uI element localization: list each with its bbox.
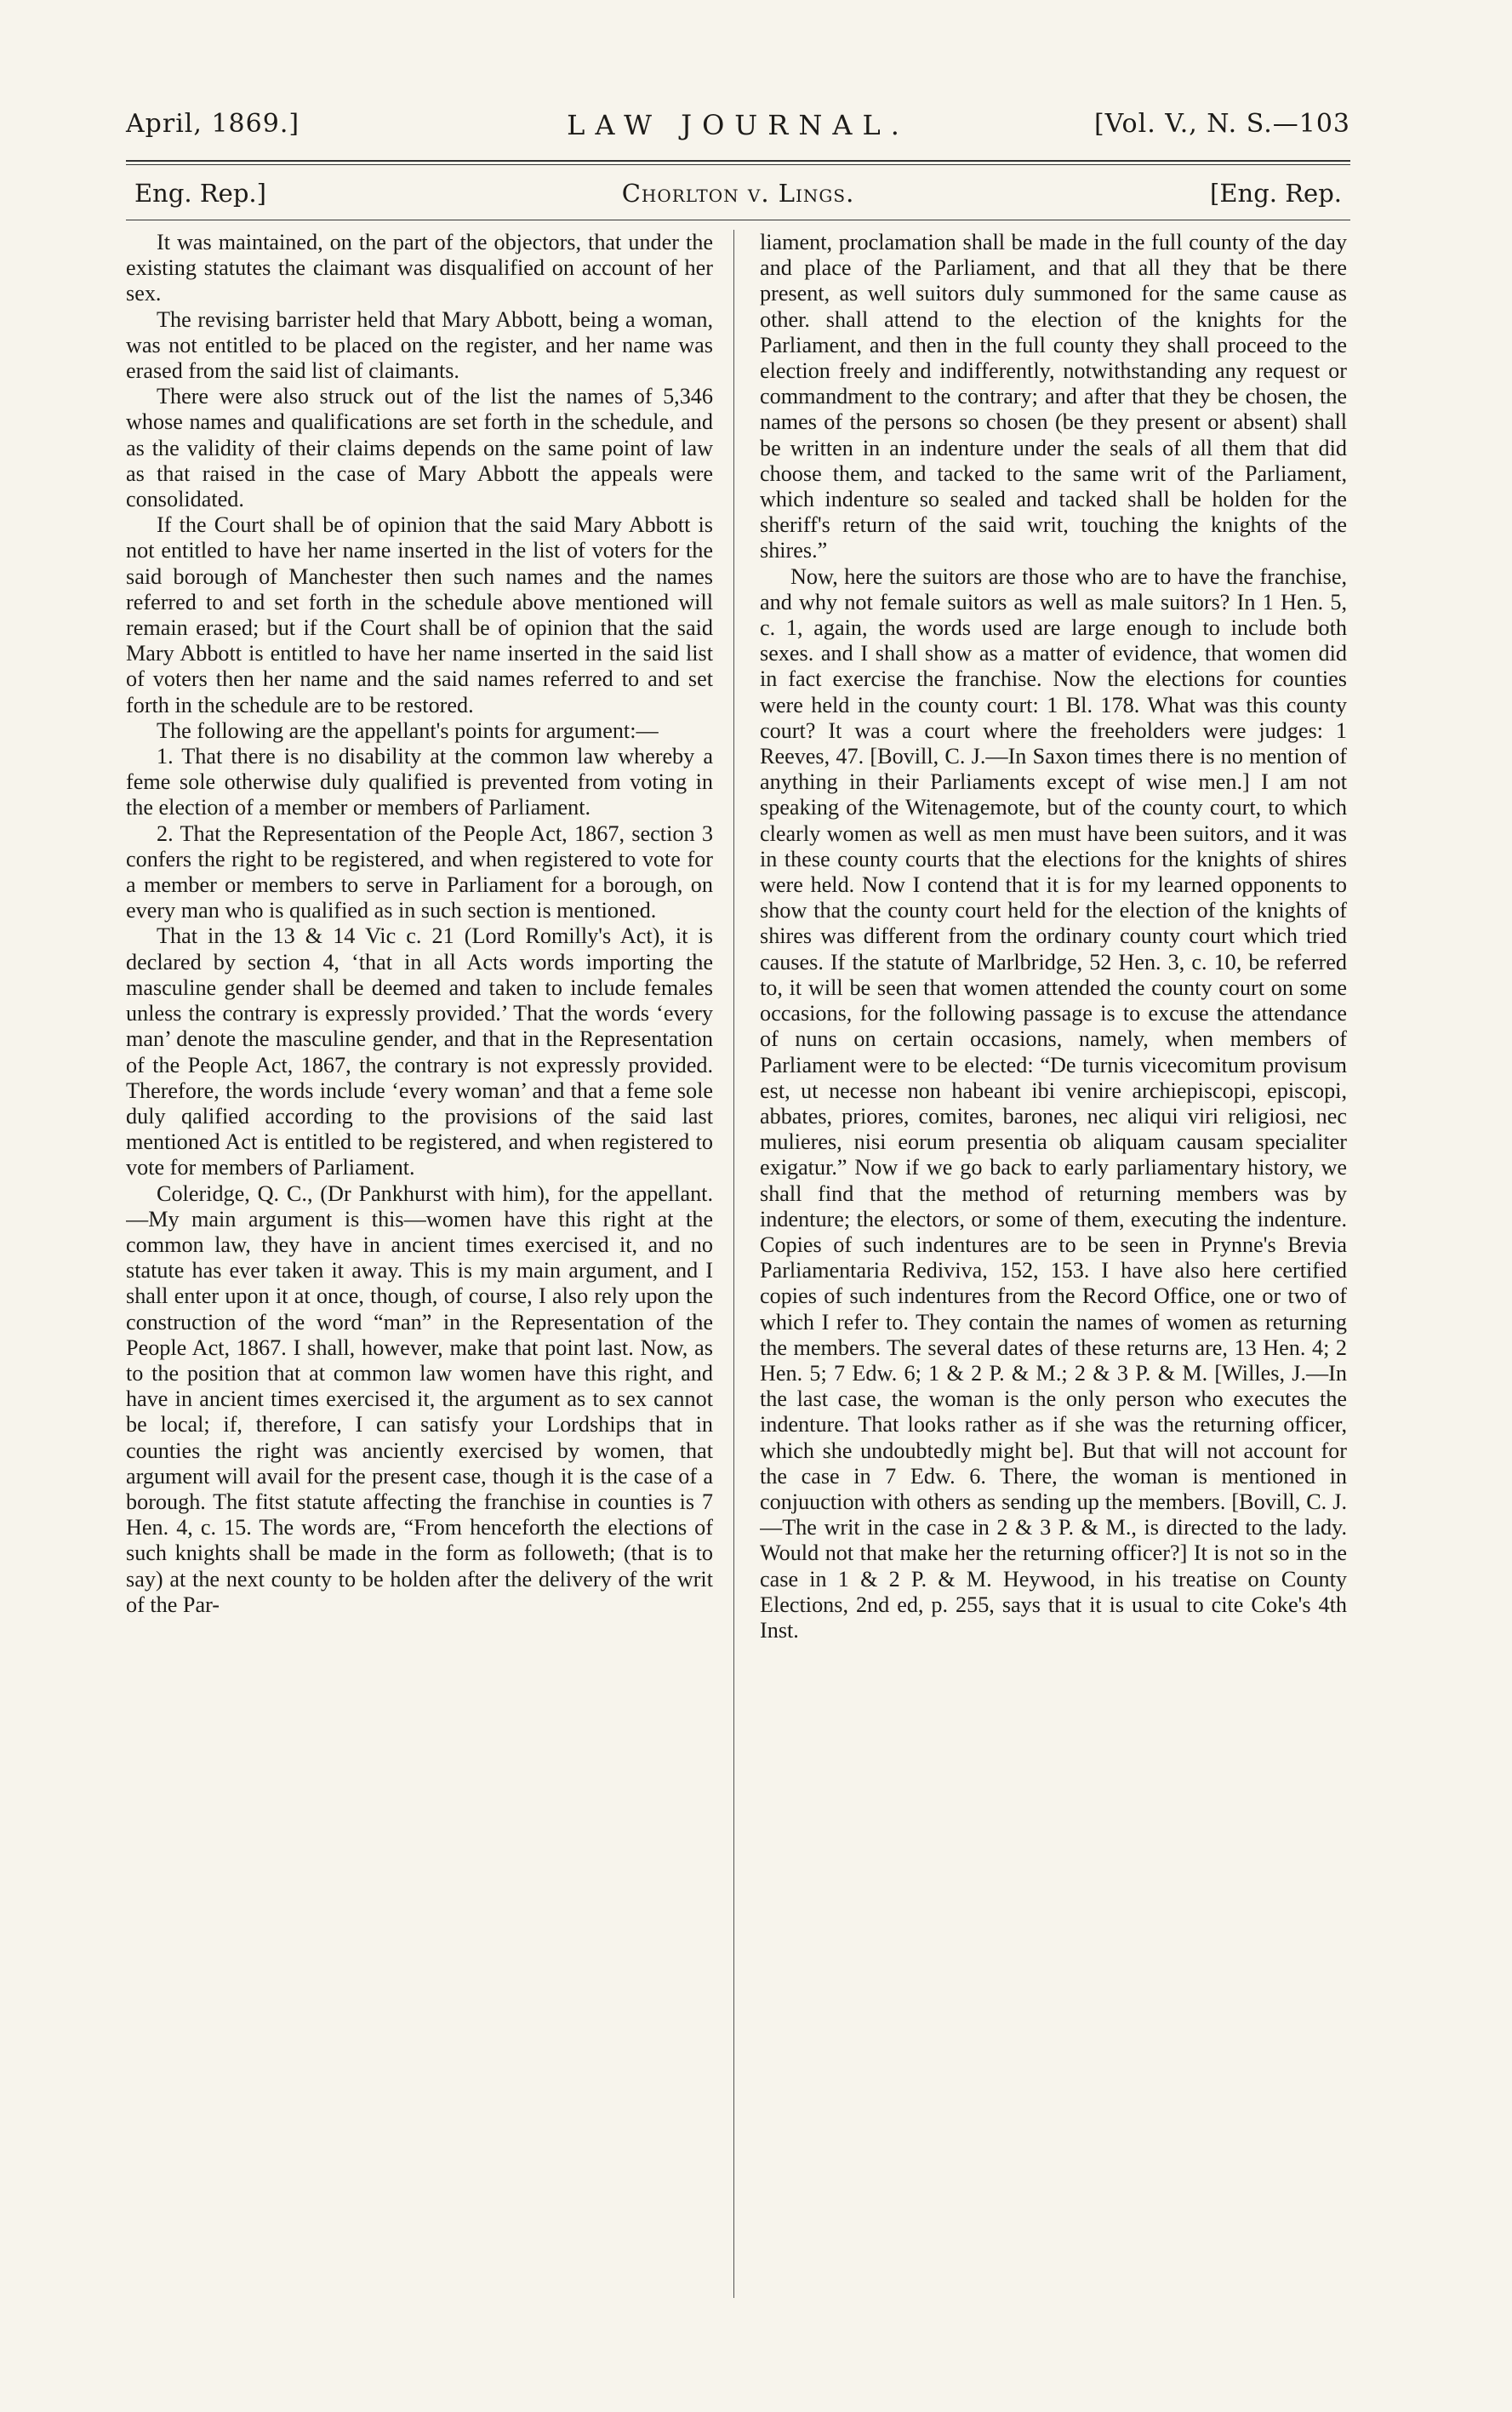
paragraph: If the Court shall be of opinion that the said Mary Abbott is not entitled to have her name inserted in the list of voters for the said borough of Manchester then such names and the names referred to and set forth in the schedule above mentioned will remain erased; but if the Court shall be of opinion that the said Mary Abbott is entitled to have her name inserted in the said list of voters then her name and the said names referred to and set forth in the schedule are to be restored.: [126, 512, 713, 717]
paragraph: The following are the appellant's points for argument:—: [157, 717, 659, 743]
paragraph: Now, here the suitors are those who are to have the franchise, and why not female suitors as well as male suitors? In 1 Hen. 5, c. 1, again, the words used are large enough to include both sexes. and I shall show as a matter of evidence, that women did in fact exercise the franchise. Now the elections for counties were held in the county court: 1 Bl. 178. What was this county court? It was a court where the freeholders were judges: 1 Reeves, 47. [Bovill, C. J.—In Saxon times there is no mention of anything in their Parliaments except of wise men.] I am not speaking of the Witenagemote, but of the county court, to which clearly women as well as men must have been suitors, and it was in these county courts that the elections for the knights of shires were held. Now I contend that it is for my learned opponents to show that the county court held for the election of the knights of shires was different from the ordinary county court which tried causes. If the statute of Marlbridge, 52 Hen. 3, c. 10, be referred to, it will be seen that women attended the county court on some occasions, for the following passage is to excuse the attendance of nuns on certain occasions, namely, when members of Parliament were to be elected: “De turnis vicecomitum provisum est, ut necesse non habeant ibi venire archiepiscopi, episcopi, abbates, priores, comites, barones, nec aliqui viri religiosi, nec mulieres, nisi eorum presentia ob aliquam causam specialiter exigatur.” Now if we go back to early parliamentary history, we shall find that the method of returning members was by indenture; the electors, or some of them, executing the indenture. Copies of such indentures are to be seen in Prynne's Brevia Parliamentaria Rediviva, 152, 153. I have also here certified copies of such indentures from the Record Office, one or two of which I refer to. They contain the names of women as returning the members. The several dates of these returns are, 13 Hen. 4; 2 Hen. 5; 7 Edw. 6; 1 & 2 P. & M.; 2 & 3 P. & M. [Willes, J.—In the last case, the woman is the only person who executes the indenture. That looks rather as if she was the returning officer, which she undoubtedly might be]. But that will not account for the case in 7 Edw. 6. There, the woman is mentioned in conjuuction with others as sending up the members. [Bovill, C. J.—The writ in the case in 2 & 3 P. & M., is directed to the lady. Would not that make her the returning officer?] It is not so in the case in 1 & 2 P. & M. Heywood, in his treatise on County Elections, 2nd ed, p. 255, says that it is usual to cite Coke's 4th Inst.: [760, 563, 1347, 1643]
volume-page-number: [Vol. V., N. S.—103: [1093, 109, 1350, 139]
case-name: Chorlton v. Lings.: [621, 179, 855, 208]
paragraph: It was maintained, on the part of the objectors, that under the existing statutes the claimant was disqualified on account of her sex.: [126, 230, 713, 306]
report-label-right: [Eng. Rep.: [1210, 179, 1342, 208]
issue-date: April, 1869.]: [126, 109, 300, 139]
paragraph: There were also struck out of the list the names of 5,346 whose names and qualifications are set forth in the schedule, and as the validity of their claims depends on the same point of law as that raised in the case of Mary Abbott the appeals were consolidated.: [126, 384, 713, 512]
right-column: [760, 230, 1347, 2306]
report-label-left: Eng. Rep.]: [134, 179, 266, 208]
paragraph: liament, proclamation shall be made in the full county of the day and place of the Parliament, and that all they that be there present, as well suitors duly summoned for the same cause as other. shall attend to the election of the knights for the Parliament, and then in the full county they shall proceed to the election freely and indifferently, notwithstanding any request or commandment to the contrary; and after that they be chosen, the names of the persons so chosen (be they present or absent) shall be written in an indenture under the seals of all them that did choose them, and tacked to the same writ of the Parliament, which indenture so sealed and tacked shall be holden for the sheriff's return of the said writ, touching the knights of the shires.”: [760, 230, 1347, 563]
case-header: [126, 179, 1350, 216]
running-head: [126, 109, 1350, 151]
header-rule-thin: [126, 164, 1350, 165]
paragraph: That in the 13 & 14 Vic c. 21 (Lord Romilly's Act), it is declared by section 4, ‘that in all Acts words importing the masculine gender shall be deemed and taken to include females unless the contrary is expressly provided.’ That the words ‘every man’ denote the masculine gender, and that in the Representation of the People Act, 1867, the contrary is not expressly provided. Therefore, the words include ‘every woman’ and that a feme sole duly qalified according to the provisions of the said last mentioned Act is entitled to be registered, and when registered to vote for members of Parliament.: [126, 923, 713, 1180]
paragraph: The revising barrister held that Mary Abbott, being a woman, was not entitled to be placed on the register, and her name was erased from the said list of claimants.: [126, 306, 713, 384]
column-divider: [733, 230, 734, 2298]
paragraph: 1. That there is no disability at the common law whereby a feme sole otherwise duly qualified is prevented from voting in the election of a member or members of Parliament.: [126, 744, 713, 820]
left-column: [126, 230, 713, 2306]
paragraph: Coleridge, Q. C., (Dr Pankhurst with him), for the appellant.—My main argument is this—women have this right at the common law, they have in ancient times exercised it, and no statute has ever taken it away. This is my main argument, and I shall enter upon it at once, though, of course, I also rely upon the construction of the word “man” in the Representation of the People Act, 1867. I shall, however, make that point last. Now, as to the position that at common law women have this right, and have in ancient times exercised it, the argument as to sex cannot be local; if, therefore, I can satisfy your Lordships that in counties the right was anciently exercised by women, that argument will avail for the present case, though it is the case of a borough. The fitst statute affecting the franchise in counties is 7 Hen. 4, c. 15. The words are, “From henceforth the elections of such knights shall be made in the form as followeth; (that is to say) at the next county to be holden after the delivery of the writ of the Par-: [126, 1180, 713, 1617]
paragraph: 2. That the Representation of the People Act, 1867, section 3 confers the right to be registered, and when registered to vote for a member or members to serve in Parliament for a borough, on every man who is qualified as in such section is mentioned.: [126, 820, 713, 923]
header-rule: [126, 160, 1350, 162]
journal-title: LAW JOURNAL.: [567, 109, 910, 141]
